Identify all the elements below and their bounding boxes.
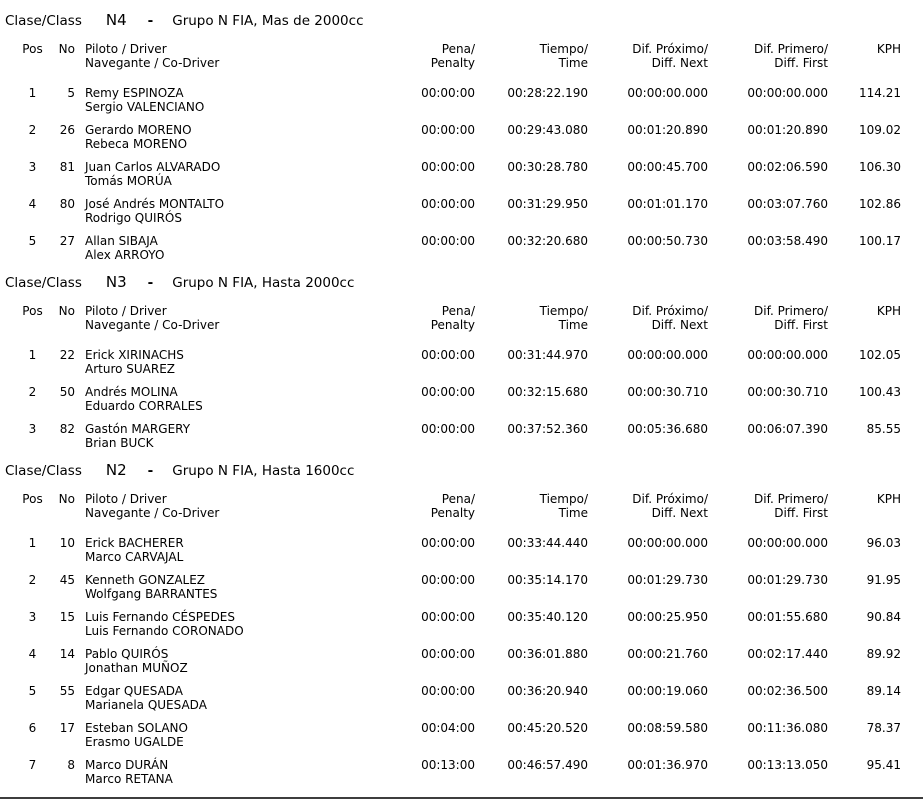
cell-diff-first: 00:01:55.680 [747,610,828,624]
cell-diff-next: 00:00:00.000 [627,86,708,100]
driver-name: Kenneth GONZALEZ [85,573,206,587]
table-row [10,605,903,642]
codriver-name: Erasmo UGALDE [85,735,184,749]
cell-penalty: 00:00:00 [421,348,475,362]
cell-time: 00:36:01.880 [507,647,588,661]
cell-no: 8 [67,758,75,772]
cell-time: 00:31:29.950 [507,197,588,211]
codriver-name: Wolfgang BARRANTES [85,587,218,601]
section-heading [5,462,923,479]
cell-time: 00:32:20.680 [507,234,588,248]
col-diff-next: Dif. Próximo/ Diff. Next [632,492,708,520]
cell-time: 00:35:14.170 [507,573,588,587]
cell-driver [77,229,379,266]
cell-diff-first: 00:02:17.440 [747,647,828,661]
cell-penalty: 00:00:00 [421,123,475,137]
cell-diff-next: 00:00:00.000 [627,536,708,550]
driver-name: José Andrés MONTALTO [85,197,225,211]
codriver-name: Tomás MORÚA [85,174,172,188]
table-row [10,81,903,118]
table-row [10,417,903,454]
col-driver: Piloto / Driver Navegante / Co-Driver [85,492,220,520]
sections [0,12,923,790]
col-time: Tiempo/ Time [539,304,588,332]
cell-diff-first: 00:00:00.000 [747,536,828,550]
cell-time: 00:33:44.440 [507,536,588,550]
section-heading [5,12,923,29]
cell-penalty: 00:00:00 [421,197,475,211]
codriver-name: Marco RETANA [85,772,173,786]
cell-driver [77,155,379,192]
cell-kph: 109.02 [859,123,901,137]
cell-kph: 96.03 [866,536,901,550]
col-kph: KPH [876,304,901,318]
driver-name: Andrés MOLINA [85,385,178,399]
cell-no: 45 [59,573,75,587]
cell-diff-first: 00:02:36.500 [747,684,828,698]
cell-driver [77,118,379,155]
class-description: Grupo N FIA, Hasta 1600cc [172,463,355,479]
codriver-name: Rebeca MORENO [85,137,188,151]
cell-pos: 5 [28,684,37,698]
cell-no: 22 [59,348,75,362]
table-row [10,568,903,605]
driver-name: Erick XIRINACHS [85,348,184,362]
col-pos: Pos [22,492,43,506]
cell-diff-first: 00:13:13.050 [747,758,828,772]
cell-diff-next: 00:00:00.000 [627,348,708,362]
cell-diff-next: 00:01:01.170 [627,197,708,211]
cell-time: 00:36:20.940 [507,684,588,698]
cell-driver [77,753,379,790]
class-label: Clase/Class [5,13,82,29]
cell-diff-next: 00:00:30.710 [627,385,708,399]
cell-pos: 2 [28,385,37,399]
codriver-name: Arturo SUAREZ [85,362,176,376]
codriver-name: Brian BUCK [85,436,154,450]
cell-time: 00:37:52.360 [507,422,588,436]
results-table [10,43,903,266]
cell-diff-next: 00:00:21.760 [627,647,708,661]
cell-no: 80 [59,197,75,211]
table-row [10,229,903,266]
cell-diff-first: 00:00:00.000 [747,86,828,100]
codriver-name: Marianela QUESADA [85,698,207,712]
class-code: N4 [105,11,127,29]
driver-name: Edgar QUESADA [85,684,184,698]
cell-pos: 2 [28,123,37,137]
cell-penalty: 00:00:00 [421,684,475,698]
table-row [10,343,903,380]
cell-time: 00:30:28.780 [507,160,588,174]
cell-diff-next: 00:05:36.680 [627,422,708,436]
table-header-row [10,305,903,343]
col-diff-first: Dif. Primero/ Diff. First [754,492,828,520]
cell-driver [77,642,379,679]
class-label: Clase/Class [5,463,82,479]
cell-pos: 4 [28,197,37,211]
codriver-name: Sergio VALENCIANO [85,100,205,114]
cell-driver [77,679,379,716]
cell-driver [77,192,379,229]
cell-penalty: 00:00:00 [421,86,475,100]
cell-pos: 1 [28,86,37,100]
class-separator: - [147,463,154,479]
cell-kph: 102.86 [859,197,901,211]
cell-no: 81 [59,160,75,174]
col-kph: KPH [876,42,901,56]
cell-kph: 100.17 [859,234,901,248]
driver-name: Juan Carlos ALVARADO [85,160,221,174]
table-row [10,679,903,716]
cell-kph: 90.84 [866,610,901,624]
cell-diff-first: 00:01:29.730 [747,573,828,587]
cell-no: 26 [59,123,75,137]
cell-time: 00:29:43.080 [507,123,588,137]
cell-no: 14 [59,647,75,661]
cell-time: 00:35:40.120 [507,610,588,624]
driver-name: Pablo QUIRÓS [85,647,169,661]
col-pos: Pos [22,304,43,318]
driver-name: Luis Fernando CÉSPEDES [85,610,236,624]
cell-pos: 7 [28,758,37,772]
cell-kph: 102.05 [859,348,901,362]
cell-diff-first: 00:00:00.000 [747,348,828,362]
col-no: No [58,304,75,318]
cell-penalty: 00:00:00 [421,160,475,174]
class-code: N2 [105,461,127,479]
cell-pos: 4 [28,647,37,661]
cell-no: 27 [59,234,75,248]
cell-pos: 3 [28,160,37,174]
cell-kph: 78.37 [866,721,901,735]
table-header-row [10,43,903,81]
codriver-name: Marco CARVAJAL [85,550,184,564]
cell-no: 50 [59,385,75,399]
cell-penalty: 00:00:00 [421,573,475,587]
cell-pos: 1 [28,536,37,550]
cell-penalty: 00:00:00 [421,536,475,550]
table-header-row [10,493,903,531]
table-row [10,155,903,192]
col-kph: KPH [876,492,901,506]
cell-time: 00:46:57.490 [507,758,588,772]
col-diff-first: Dif. Primero/ Diff. First [754,42,828,70]
class-description: Grupo N FIA, Mas de 2000cc [172,13,364,29]
cell-time: 00:45:20.520 [507,721,588,735]
table-row [10,642,903,679]
cell-pos: 6 [28,721,37,735]
col-penalty: Pena/ Penalty [430,492,475,520]
driver-name: Erick BACHERER [85,536,184,550]
cell-pos: 2 [28,573,37,587]
col-pos: Pos [22,42,43,56]
col-diff-first: Dif. Primero/ Diff. First [754,304,828,332]
cell-kph: 85.55 [866,422,901,436]
driver-name: Remy ESPINOZA [85,86,184,100]
codriver-name: Alex ARROYO [85,248,165,262]
cell-kph: 89.92 [866,647,901,661]
table-row [10,716,903,753]
class-separator: - [147,13,154,29]
col-no: No [58,42,75,56]
col-penalty: Pena/ Penalty [430,42,475,70]
cell-kph: 95.41 [866,758,901,772]
cell-time: 00:28:22.190 [507,86,588,100]
cell-kph: 89.14 [866,684,901,698]
cell-penalty: 00:00:00 [421,422,475,436]
table-row [10,192,903,229]
driver-name: Gerardo MORENO [85,123,192,137]
table-row [10,118,903,155]
cell-pos: 1 [28,348,37,362]
cell-kph: 100.43 [859,385,901,399]
cell-pos: 3 [28,422,37,436]
col-no: No [58,492,75,506]
cell-diff-first: 00:03:07.760 [747,197,828,211]
driver-name: Esteban SOLANO [85,721,188,735]
col-diff-next: Dif. Próximo/ Diff. Next [632,42,708,70]
col-driver: Piloto / Driver Navegante / Co-Driver [85,304,220,332]
cell-pos: 3 [28,610,37,624]
cell-no: 10 [59,536,75,550]
cell-driver [77,605,379,642]
driver-name: Marco DURÁN [85,758,169,772]
cell-time: 00:31:44.970 [507,348,588,362]
col-driver: Piloto / Driver Navegante / Co-Driver [85,42,220,70]
cell-driver [77,417,379,454]
cell-penalty: 00:00:00 [421,234,475,248]
cell-time: 00:32:15.680 [507,385,588,399]
codriver-name: Eduardo CORRALES [85,399,203,413]
cell-kph: 114.21 [859,86,901,100]
col-time: Tiempo/ Time [539,492,588,520]
cell-diff-first: 00:00:30.710 [747,385,828,399]
class-description: Grupo N FIA, Hasta 2000cc [172,275,355,291]
footer-divider [0,797,923,799]
results-body [10,343,903,454]
cell-kph: 91.95 [866,573,901,587]
cell-diff-first: 00:06:07.390 [747,422,828,436]
cell-driver [77,343,379,380]
class-code: N3 [105,273,127,291]
driver-name: Allan SIBAJA [85,234,158,248]
driver-name: Gastón MARGERY [85,422,191,436]
col-time: Tiempo/ Time [539,42,588,70]
cell-no: 17 [59,721,75,735]
cell-driver [77,380,379,417]
results-body [10,81,903,266]
class-separator: - [147,275,154,291]
cell-diff-next: 00:08:59.580 [627,721,708,735]
cell-no: 15 [59,610,75,624]
cell-diff-first: 00:11:36.080 [747,721,828,735]
cell-diff-next: 00:00:50.730 [627,234,708,248]
cell-diff-first: 00:02:06.590 [747,160,828,174]
cell-no: 55 [59,684,75,698]
cell-no: 5 [67,86,75,100]
cell-penalty: 00:04:00 [421,721,475,735]
class-section [0,12,923,266]
cell-driver [77,716,379,753]
cell-diff-next: 00:00:25.950 [627,610,708,624]
cell-penalty: 00:00:00 [421,610,475,624]
section-heading [5,274,923,291]
table-row [10,380,903,417]
cell-diff-next: 00:00:45.700 [627,160,708,174]
col-diff-next: Dif. Próximo/ Diff. Next [632,304,708,332]
cell-driver [77,81,379,118]
cell-driver [77,531,379,568]
cell-penalty: 00:00:00 [421,385,475,399]
codriver-name: Jonathan MUÑOZ [85,661,188,675]
cell-penalty: 00:13:00 [421,758,475,772]
cell-penalty: 00:00:00 [421,647,475,661]
col-penalty: Pena/ Penalty [430,304,475,332]
codriver-name: Luis Fernando CORONADO [85,624,244,638]
table-row [10,531,903,568]
class-section [0,462,923,790]
cell-kph: 106.30 [859,160,901,174]
cell-diff-first: 00:01:20.890 [747,123,828,137]
cell-diff-first: 00:03:58.490 [747,234,828,248]
table-row [10,753,903,790]
codriver-name: Rodrigo QUIRÓS [85,211,182,225]
results-table [10,493,903,790]
results-table [10,305,903,454]
cell-pos: 5 [28,234,37,248]
cell-no: 82 [59,422,75,436]
class-section [0,274,923,454]
cell-diff-next: 00:00:19.060 [627,684,708,698]
cell-diff-next: 00:01:36.970 [627,758,708,772]
results-body [10,531,903,790]
cell-driver [77,568,379,605]
class-label: Clase/Class [5,275,82,291]
cell-diff-next: 00:01:20.890 [627,123,708,137]
cell-diff-next: 00:01:29.730 [627,573,708,587]
